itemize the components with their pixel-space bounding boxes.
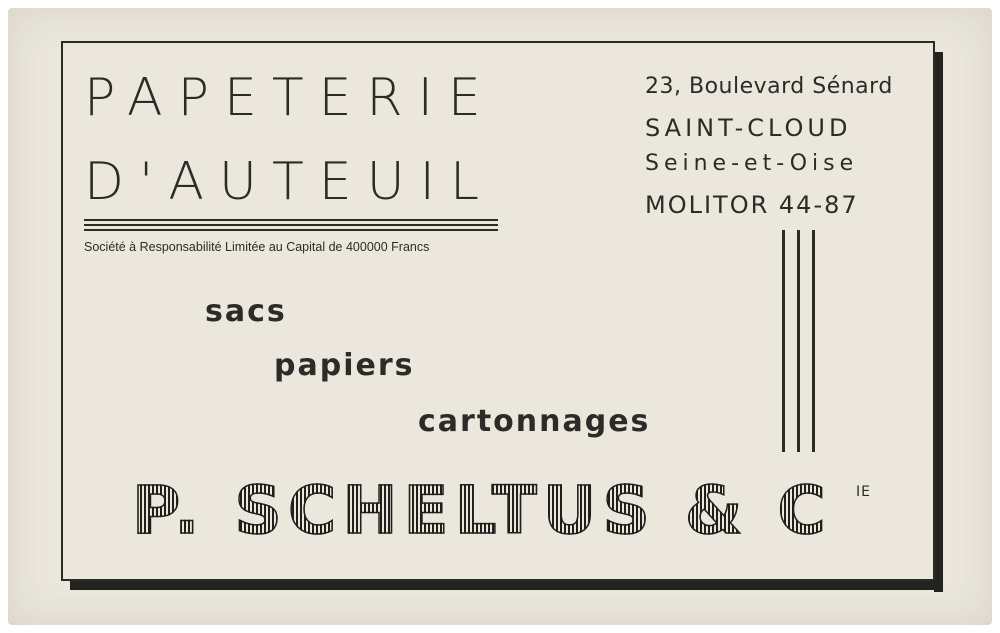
vertical-rule-3	[812, 230, 815, 452]
society-text: Société à Responsabilité Limitée au Capital de 400000 Francs	[84, 240, 430, 254]
brand-name: P. SCHELTUS & C	[132, 472, 832, 549]
vertical-rule-2	[797, 230, 800, 452]
address-street: 23, Boulevard Sénard	[645, 74, 893, 99]
brand-suffix: IE	[856, 484, 871, 500]
frame-shadow-bottom	[70, 580, 943, 590]
address-city: SAINT-CLOUD	[645, 114, 852, 142]
address-phone: MOLITOR 44-87	[645, 191, 859, 219]
title-rule-3	[84, 229, 498, 231]
title-rule-2	[84, 224, 498, 226]
address-department: Seine-et-Oise	[645, 151, 859, 176]
vertical-rule-1	[782, 230, 785, 452]
product-item: sacs	[205, 294, 287, 329]
company-title-line1: PAPETERIE	[84, 68, 496, 128]
product-item: papiers	[274, 348, 415, 383]
title-rule-1	[84, 219, 498, 221]
product-item: cartonnages	[418, 404, 651, 439]
company-title-line2: D'AUTEUIL	[84, 152, 494, 212]
frame-shadow-right	[934, 52, 943, 592]
